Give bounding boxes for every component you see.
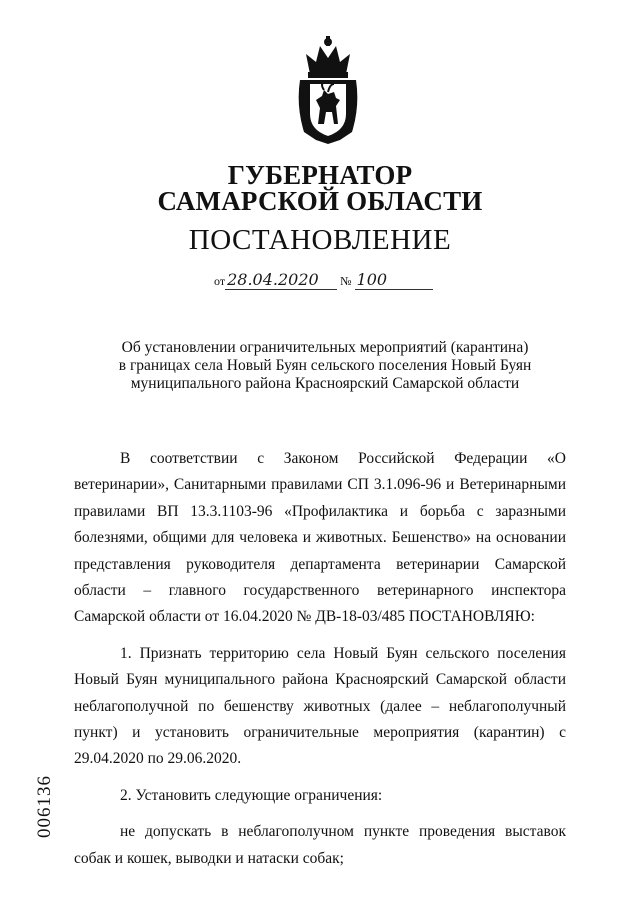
coat-of-arms-icon — [296, 36, 360, 146]
document-subject — [80, 339, 570, 393]
body-paragraph-item-1: 1. Признать территорию села Новый Буян сельского поселения Новый Буян муниципального района Красноярский Самарской области неблагополучной по бешенству животных (далее – неблагополучный пункт) и установить ограничительные мероприятия (карантин) с 29.04.2020 по 29.06.2020. — [74, 644, 566, 768]
handwritten-date: 28.04.2020 — [225, 271, 337, 290]
date-prefix: от — [214, 274, 226, 288]
subject-line: Об установлении ограничительных мероприятий (карантина) — [121, 339, 529, 356]
body-paragraph-restriction: не допускать в неблагополучном пункте проведения выставок собак и кошек, выводки и натаски собак; — [74, 823, 566, 867]
document-type-title: ПОСТАНОВЛЕНИЕ — [188, 224, 452, 256]
document-body — [74, 446, 566, 872]
body-paragraph-preamble: В соответствии с Законом Российской Федерации «О ветеринарии», Санитарными правилами СП 3.1.096-96 и Ветеринарными правилами ВП 13.3.1103-96 «Профилактика и борьба с заразными болезнями, общими для человека и животных. Бешенство» на основании представления руководителя департамента ветеринарии Самарской области – главного государственного ветеринарного инспектора Самарской области от 16.04.2020 № ДВ-18-03/485 ПОСТАНОВЛЯЮ: — [74, 450, 566, 626]
handwritten-number: 100 — [355, 271, 433, 290]
body-paragraph-item-2: 2. Установить следующие ограничения: — [120, 786, 383, 804]
date-number-line — [214, 271, 433, 290]
region-heading: САМАРСКОЙ ОБЛАСТИ — [157, 186, 483, 216]
governor-heading: ГУБЕРНАТОР — [227, 160, 413, 190]
side-registration-number: 006136 — [34, 775, 55, 838]
subject-line: в границах села Новый Буян сельского поселения Новый Буян — [118, 357, 532, 374]
subject-line: муниципального района Красноярский Самарской области — [130, 375, 520, 392]
number-prefix: № — [340, 274, 352, 288]
